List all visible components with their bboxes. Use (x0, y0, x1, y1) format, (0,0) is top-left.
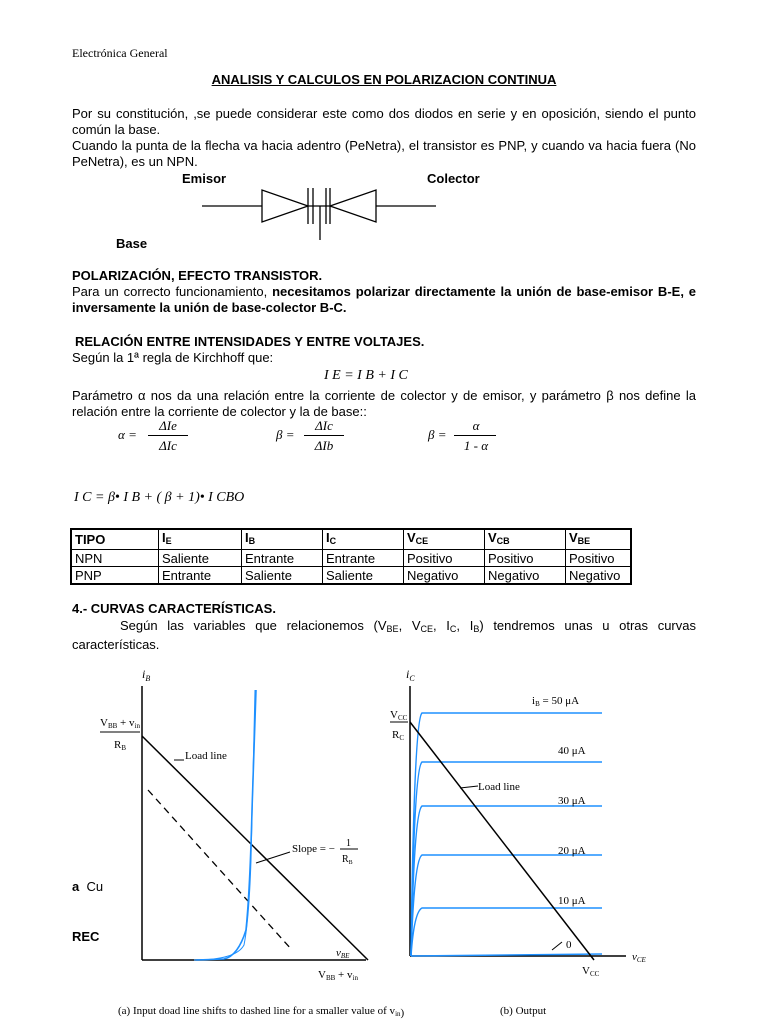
obscured-text-rec: REC (72, 929, 100, 944)
table-cell: Saliente (242, 567, 323, 585)
table-header: $V_{CE}$ (404, 529, 485, 550)
table-cell: Saliente (159, 550, 242, 567)
table-cell: PNP (71, 567, 159, 585)
table-header: $V_{CB}$ (485, 529, 566, 550)
beta-fraction-bar (304, 435, 344, 436)
slope-numerator: 1 (346, 838, 351, 849)
colector-label: Colector (427, 171, 480, 186)
beta-alpha-fraction-bar (454, 435, 496, 436)
load-line-label: Load line (185, 750, 227, 762)
polarizacion-bold-text: necesitamos polarizar directamente la unión de base-emisor B-E, e inversamente la unión de base-colector B-C. (72, 284, 697, 315)
table-cell: Entrante (323, 550, 404, 567)
slope-label: Slope = − (292, 843, 335, 855)
table-header: $I_E$ (159, 529, 242, 550)
base-label: Base (116, 236, 148, 251)
table-header: $I_C$ (323, 529, 404, 550)
intro-paragraph-1: Por su constitución, ,se puede considerar este como dos diodos en serie y en oposición, siendo el punto común la base. (72, 106, 696, 137)
load-line-label: Load line (478, 781, 520, 793)
curve-label-10: 10 μA (558, 895, 586, 907)
alpha-denominator: ΔIc (159, 438, 177, 453)
curve-label-0: 0 (566, 939, 572, 951)
kirchhoff-formula: I E = I B + I C (324, 368, 408, 383)
output-figure-caption: (b) Output (500, 1005, 547, 1017)
curve-label-30: 30 μA (558, 795, 586, 807)
input-curve (196, 690, 256, 960)
page-title: ANALISIS Y CALCULOS EN POLARIZACION CONTINUA (211, 72, 557, 87)
input-figure-caption: (a) Input doad line shifts to dashed line for a smaller value of vin) (118, 1005, 405, 1019)
beta-alpha-lhs: β = (428, 427, 447, 442)
beta-numerator: ΔIc (315, 418, 333, 433)
kirchhoff-text: Según la 1ª regla de Kirchhoff que: (72, 350, 274, 365)
table-header: $V_{BE}$ (566, 529, 632, 550)
y-axis-label: $i_B$ (142, 667, 151, 683)
curve-label-40: 40 μA (558, 745, 586, 757)
table-cell: Positivo (566, 550, 632, 567)
y-intercept-numerator: VBB + vin (100, 717, 140, 730)
alpha-numerator: ΔIe (159, 418, 177, 433)
table-cell: Entrante (242, 550, 323, 567)
x-intercept-label: VCC (582, 965, 600, 978)
obscured-text-a: a Cu (72, 879, 104, 894)
beta-lhs: β = (276, 427, 295, 442)
emisor-label: Emisor (182, 171, 227, 186)
table-cell: Positivo (485, 550, 566, 567)
beta-alpha-denominator: 1 - α (463, 438, 489, 453)
relacion-heading: RELACIÓN ENTRE INTENSIDADES Y ENTRE VOLTAJES. (75, 334, 425, 349)
y-intercept-denominator: RB (114, 739, 127, 752)
ib-10ua-curve (411, 908, 602, 956)
table-cell: Entrante (159, 567, 242, 585)
alpha-lhs: α = (118, 427, 137, 442)
curvas-heading: 4.- CURVAS CARACTERÍSTICAS. (72, 601, 276, 616)
table-cell: Saliente (323, 567, 404, 585)
load-line (410, 722, 594, 960)
table-header: $I_B$ (242, 529, 323, 550)
polarizacion-heading: POLARIZACIÓN, EFECTO TRANSISTOR. (72, 268, 323, 283)
x-axis-label: vCE (632, 951, 646, 964)
table-cell: NPN (71, 550, 159, 567)
table-cell: Negativo (566, 567, 632, 585)
table-cell: Negativo (404, 567, 485, 585)
parametros-text: Parámetro α nos da una relación entre la corriente de colector y de emisor, y parámetro β nos define la relación entre la corriente de colector y la de base:: (72, 388, 696, 419)
alpha-fraction-bar (148, 435, 188, 436)
polarizacion-text: Para un correcto funcionamiento, (72, 284, 273, 299)
running-header: Electrónica General (72, 46, 168, 60)
table-header-row (71, 529, 631, 550)
ic-formula: I C = β• I B + ( β + 1)• I CBO (74, 490, 245, 505)
table-header: TIPO (71, 529, 159, 550)
table-cell: Positivo (404, 550, 485, 567)
beta-alpha-numerator: α (472, 418, 480, 433)
table-row (71, 567, 631, 585)
transistor-diode-diagram (200, 184, 440, 244)
y-intercept-numerator: VCC (390, 709, 408, 722)
curve-label-20: 20 μA (558, 845, 586, 857)
table-row (71, 550, 631, 567)
x-axis-label: vBE (336, 947, 350, 960)
x-intercept-label: VBB + vin (318, 969, 358, 982)
slope-denominator: $R_B$ (342, 854, 353, 866)
y-intercept-denominator: RC (392, 729, 405, 742)
beta-denominator: ΔIb (314, 438, 334, 453)
output-characteristic-figure (386, 660, 656, 1024)
y-axis-label: $i_C$ (406, 667, 415, 683)
table-cell: Negativo (485, 567, 566, 585)
transistor-properties-table (70, 528, 632, 585)
curvas-paragraph: Según las variables que relacionemos ($V_{BE}$, $V_{CE}$, $I_C$, $I_B$) tendremos unas u otras curvas características. (72, 618, 696, 652)
polarizacion-paragraph (72, 284, 696, 316)
curve-label-50: iB = 50 μA (532, 695, 580, 708)
intro-paragraph-2: Cuando la punta de la flecha va hacia adentro (PeNetra), el transistor es PNP, y cuando va hacia fuera (No PeNetra), es un NPN. (72, 138, 696, 169)
